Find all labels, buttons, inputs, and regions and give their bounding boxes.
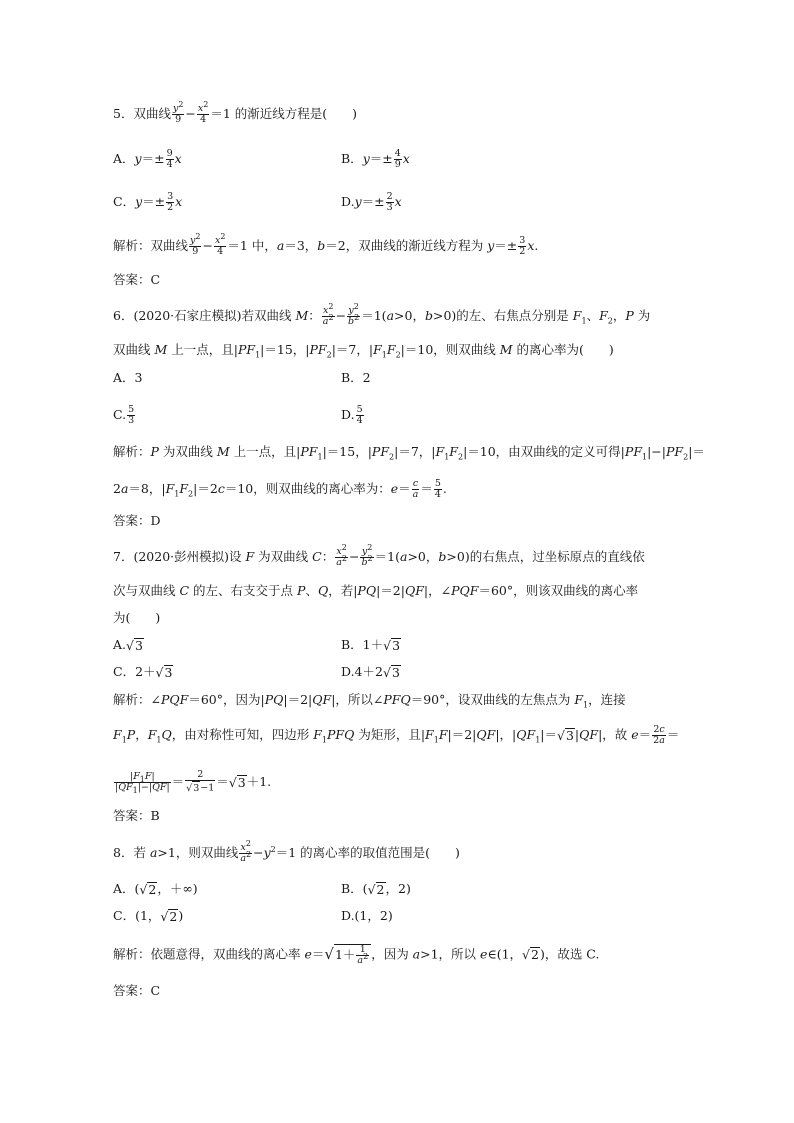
problem-7-stem-line-2: 次与双曲线 C 的左、右支交于点 P、Q，若|PQ|＝2|QF|，∠PQF＝60°，则该双曲线的离心率	[113, 583, 639, 598]
problem-6-analysis-line-1: 解析：P 为双曲线 M 上一点，且$|PF_1|=15$，$|PF_2|=7$，$|F_1F_2|=10$，由双曲线的定义可得$|PF_1|-|PF_2|=$	[113, 444, 705, 462]
problem-7-analysis-line-1: 解析：∠PQF＝60°，因为|PQ|＝2|QF|，所以∠PFQ＝90°，设双曲线的左焦点为 $F_1$，连接	[113, 692, 626, 710]
problem-5-option-c[interactable]: C．y＝± $\frac{3}{2}$ x	[113, 191, 183, 213]
problem-6-option-c[interactable]: C. $\frac{5}{3}$	[113, 404, 135, 426]
problem-8-option-d[interactable]: D.(1，2)	[341, 908, 393, 923]
problem-6-option-a[interactable]: A．3	[113, 370, 143, 385]
problem-8-option-c[interactable]: C．(1，√2)	[113, 908, 184, 924]
problem-7-stem-line-3: 为( )	[113, 610, 161, 625]
problem-7-analysis-line-3: $\frac{|F_1F|}{|QF_1|-|QF|}$ ＝ $\frac{2}{√3-1}$ ＝√3＋1.	[115, 769, 272, 795]
problem-7-option-d[interactable]: D.4＋2√3	[341, 664, 400, 680]
problem-5-analysis: 解析：双曲线 $\frac{y^2}{9}$ − $\frac{x^2}{4}$ ＝1 中，a＝3，b＝2，双曲线的渐近线方程为 y＝± $\frac{3}{2}$ x.	[113, 231, 539, 257]
problem-6-answer: 答案：D	[113, 513, 161, 528]
problem-5-option-d[interactable]: D.y＝± $\frac{2}{3}$ x	[341, 191, 402, 213]
problem-7-answer: 答案：B	[113, 808, 160, 823]
problem-5-option-b[interactable]: B．y＝± $\frac{4}{9}$ x	[341, 148, 410, 170]
problem-7-analysis-line-2: $F_1P$，$F_1Q$，由对称性可知，四边形 $F_1PFQ$ 为矩形，且$|F_1F|=2|QF|$，$|QF_1|=√3|QF|$，故 e＝ $\frac{2c}{2a}$ ＝	[113, 724, 680, 746]
problem-6-option-b[interactable]: B．2	[341, 370, 371, 385]
problem-6-analysis-line-2: 2a＝8，$|F_1F_2|=2c=10$，则双曲线的离心率为：e＝ $\frac{c}{a}$ ＝ $\frac{5}{4}$ .	[113, 478, 447, 500]
problem-5-option-a[interactable]: A．y＝± $\frac{9}{4}$ x	[113, 148, 182, 170]
problem-8-analysis: 解析：依题意得，双曲线的离心率 e＝√1＋ $\frac{1}{a^2}$ ，因为 a>1，所以 e∈(1，√2)，故选 C.	[113, 944, 600, 966]
problem-7-option-c[interactable]: C．2＋√3	[113, 664, 173, 680]
problem-6-stem-line-1: 6．(2020·石家庄模拟)若双曲线 M： $\frac{x^2}{a^2}$ − $\frac{y^2}{b^2}$ ＝1(a>0，b>0)的左、右焦点分别是 $F_1$、$F_2$，P 为	[113, 301, 651, 327]
problem-5-answer: 答案：C	[113, 272, 161, 287]
problem-7-stem-line-1: 7．(2020·彭州模拟)设 F 为双曲线 C： $\frac{x^2}{a^2}$ − $\frac{y^2}{b^2}$ ＝1(a>0，b>0)的右焦点，过坐标原点的直线依	[113, 542, 645, 568]
problem-8-option-a[interactable]: A．(√2，＋∞)	[113, 881, 198, 897]
problem-5-stem: 5．双曲线 $\frac{y^2}{9}$ − $\frac{x^2}{4}$ ＝1 的渐近线方程是( )	[113, 99, 358, 125]
problem-6-option-d[interactable]: D. $\frac{5}{4}$	[341, 404, 363, 426]
problem-6-stem-line-2: 双曲线 M 上一点，且$|PF_1|=15$，$|PF_2|=7$，$|F_1F_2|=10$，则双曲线 M 的离心率为( )	[113, 342, 614, 360]
problem-7-option-b[interactable]: B．1＋√3	[341, 637, 401, 653]
problem-8-answer: 答案：C	[113, 983, 161, 998]
problem-7-option-a[interactable]: A.√3	[113, 637, 143, 653]
problem-8-stem: 8．若 a>1，则双曲线 $\frac{x^2}{a^2}$ $-y^2=1$ 的离心率的取值范围是( )	[113, 838, 460, 864]
problem-8-option-b[interactable]: B．(√2，2)	[341, 881, 411, 897]
